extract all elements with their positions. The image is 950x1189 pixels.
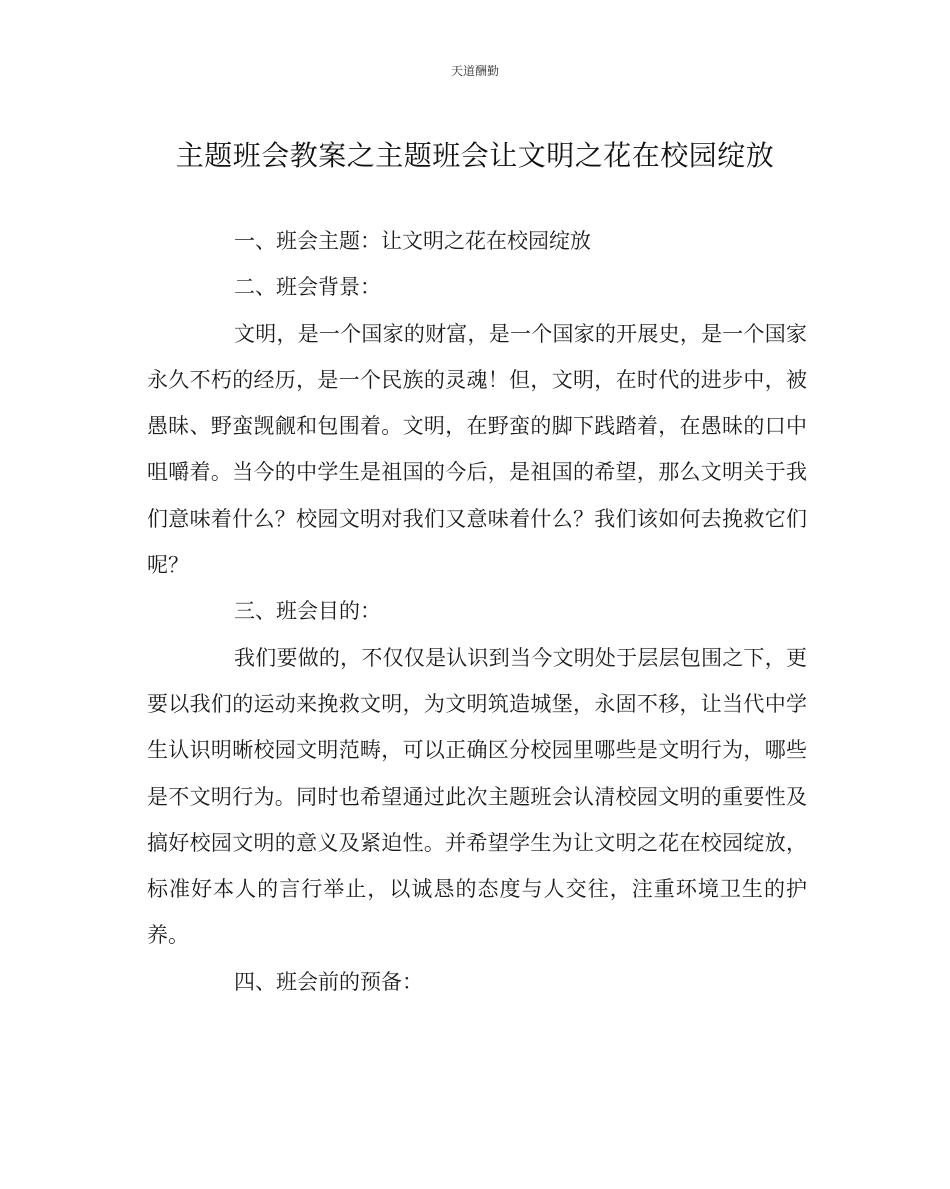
section-heading-background: 二、班会背景： <box>234 275 381 300</box>
page-header: 天道酬勤 <box>450 64 499 78</box>
document-title: 主题班会教案之主题班会让文明之花在校园绽放 <box>175 139 775 172</box>
paragraph-background: 文明，是一个国家的财富，是一个国家的开展史，是一个国家永久不朽的经历，是一个民族的灵魂！但，文明，在时代的进步中，被愚昧、野蛮觊觎和包围着。文明，在野蛮的脚下践踏着，在愚昧的口中咀嚼着。当今的中学生是祖国的今后，是祖国的希望，那么文明关于我们意味着什么？校园文明对我们又意味着什么？我们该如何去挽救它们呢？ <box>147 321 807 578</box>
section-heading-purpose: 三、班会目的： <box>234 599 381 624</box>
section-heading-preparation: 四、班会前的预备： <box>234 969 423 994</box>
paragraph-purpose: 我们要做的，不仅仅是认识到当今文明处于层层包围之下，更要以我们的运动来挽救文明，为文明筑造城堡，永固不移，让当代中学生认识明晰校园文明范畴，可以正确区分校园里哪些是文明行为，哪些是不文明行为。同时也希望通过此次主题班会认清校园文明的重要性及搞好校园文明的意义及紧迫性。并希望学生为让文明之花在校园绽放，标准好本人的言行举止，以诚恳的态度与人交往，注重环境卫生的护养。 <box>147 645 807 948</box>
document-body <box>147 218 807 1005</box>
section-heading-theme: 一、班会主题：让文明之花在校园绽放 <box>234 229 591 253</box>
